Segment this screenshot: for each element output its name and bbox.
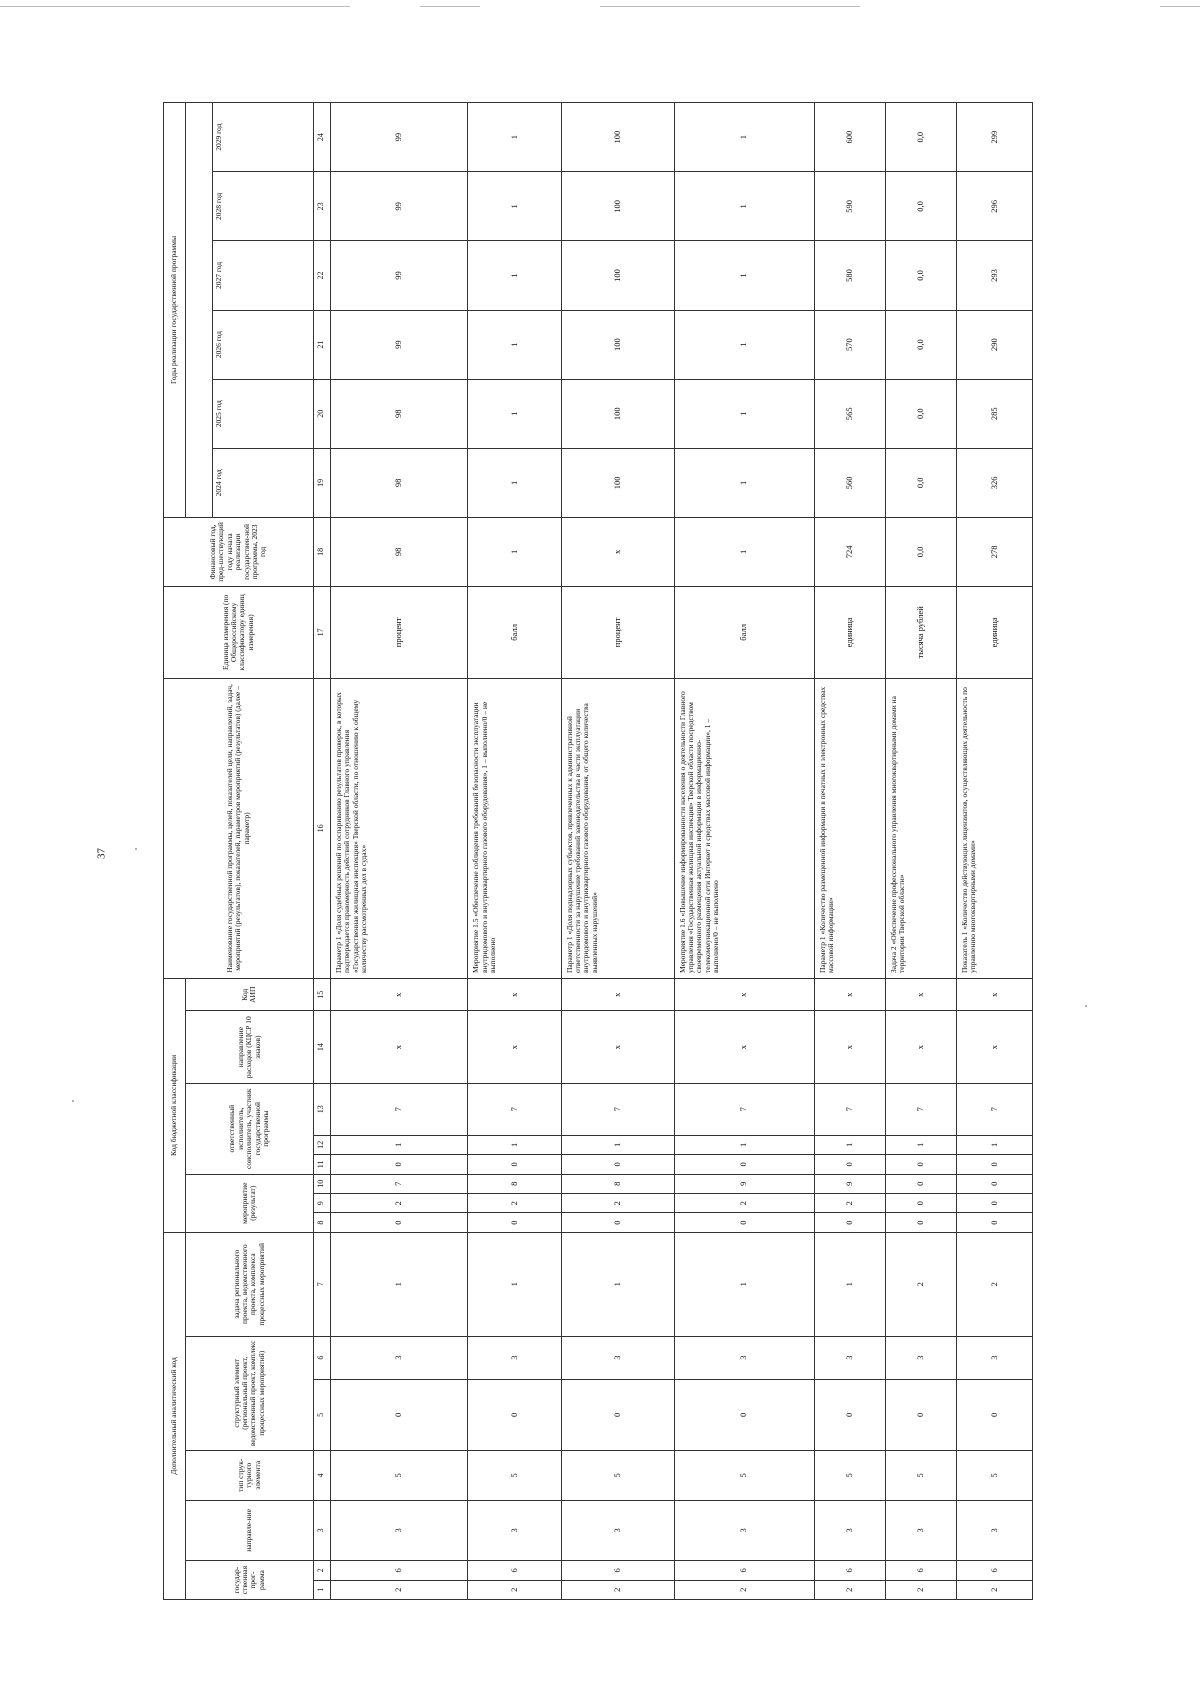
code-cell: 3	[956, 1500, 1032, 1560]
scan-speck	[135, 848, 137, 850]
fin-year-value: 1	[674, 517, 814, 586]
column-number: 2	[313, 1561, 330, 1580]
column-number: 8	[313, 1213, 330, 1232]
code-cell: 1	[814, 1135, 885, 1154]
column-number: 4	[313, 1450, 330, 1500]
table-row	[330, 103, 467, 1600]
code-cell: 0	[330, 1155, 467, 1174]
header-aip: Код АИП	[186, 979, 314, 1012]
code-cell: х	[674, 979, 814, 1012]
year-value: 99	[330, 310, 467, 379]
code-cell: 7	[561, 1083, 674, 1135]
year-value: 1	[674, 448, 814, 517]
code-cell: 5	[468, 1450, 561, 1500]
column-number: 22	[313, 241, 330, 310]
code-cell: 2	[956, 1232, 1032, 1336]
header-year: 2029 год	[213, 103, 314, 172]
code-cell: 7	[330, 1174, 467, 1193]
code-cell: 0	[885, 1379, 956, 1450]
code-cell: 6	[330, 1561, 467, 1580]
code-cell: 1	[674, 1232, 814, 1336]
column-number: 23	[313, 172, 330, 241]
column-number: 6	[313, 1336, 330, 1379]
code-cell: 1	[674, 1135, 814, 1154]
year-value: 293	[956, 241, 1032, 310]
year-value: 590	[814, 172, 885, 241]
column-number: 19	[313, 448, 330, 517]
scan-edge-line	[600, 6, 860, 7]
code-cell: х	[674, 1011, 814, 1083]
table-body	[330, 103, 1032, 1600]
column-number: 3	[313, 1500, 330, 1560]
table-header	[164, 103, 331, 1600]
code-cell: 0	[330, 1379, 467, 1450]
year-value: 100	[561, 448, 674, 517]
code-cell: х	[814, 1011, 885, 1083]
code-cell: 3	[674, 1336, 814, 1379]
code-cell: 2	[330, 1580, 467, 1599]
year-value: 98	[330, 379, 467, 448]
header-year: 2024 год	[213, 448, 314, 517]
year-value: 99	[330, 103, 467, 172]
row-name: Показатель 1 «Количество действующих лицензиатов, осуществляющих деятельность по управлению многоквартирными домами»	[956, 678, 1032, 978]
year-value: 326	[956, 448, 1032, 517]
code-cell: 3	[814, 1336, 885, 1379]
row-name: Параметр 1 «Количество размещенной информации в печатных и электронных средствах массовой информации»	[814, 678, 885, 978]
code-cell: 3	[885, 1500, 956, 1560]
code-cell: х	[814, 979, 885, 1012]
year-value: 570	[814, 310, 885, 379]
fin-year-value: 0,0	[885, 517, 956, 586]
code-cell: 8	[561, 1174, 674, 1193]
year-value: 1	[468, 103, 561, 172]
row-name: Мероприятие 1.6 «Повышение информированности населения о деятельности Главного управления «Государственная жилищная инспекция» Тверской области посредством своевременного размещения актуальной информации в информационно-телекоммуникационной сети Интернет и средствах массовой информации», 1 – выполнено/0 – не выполнено	[674, 678, 814, 978]
year-value: 100	[561, 241, 674, 310]
fin-year-value: 1	[468, 517, 561, 586]
code-cell: 5	[561, 1450, 674, 1500]
header-expense: направление расходов (КЦСР 10 знаков)	[186, 1011, 314, 1083]
code-cell: х	[468, 1011, 561, 1083]
year-value: 0,0	[885, 172, 956, 241]
year-value: 1	[468, 379, 561, 448]
year-value: 1	[468, 310, 561, 379]
code-cell: 1	[814, 1232, 885, 1336]
scan-edge-line	[1160, 6, 1200, 7]
code-cell: 0	[885, 1155, 956, 1174]
row-name: Задача 2 «Обеспечение профессионального управления многоквартирными домами на территории Тверской области»	[885, 678, 956, 978]
code-cell: 2	[561, 1580, 674, 1599]
table-row	[956, 103, 1032, 1600]
code-cell: 3	[330, 1500, 467, 1560]
code-cell: 3	[468, 1500, 561, 1560]
code-cell: 2	[674, 1580, 814, 1599]
unit-cell: единица	[814, 586, 885, 678]
unit-cell: балл	[674, 586, 814, 678]
year-value: 600	[814, 103, 885, 172]
row-name: Параметр 1 «Доля поднадзорных субъектов, привлеченных к административной ответственности за нарушение требований законодательства в части эксплуатации внутридомового и внутриквартирного газового оборудования, от общего количества выявленных нарушений»	[561, 678, 674, 978]
year-value: 299	[956, 103, 1032, 172]
code-cell: 6	[561, 1561, 674, 1580]
unit-cell: балл	[468, 586, 561, 678]
year-value: 0,0	[885, 103, 956, 172]
column-number: 11	[313, 1155, 330, 1174]
header-executor: ответственный исполнитель, соисполнитель, участник государственной программы	[186, 1083, 314, 1174]
code-cell: 0	[468, 1379, 561, 1450]
code-cell: х	[561, 979, 674, 1012]
header-group-years: Годы реализации государственной программы	[164, 103, 186, 518]
code-cell: 2	[561, 1193, 674, 1212]
code-cell: 6	[468, 1561, 561, 1580]
column-number: 12	[313, 1135, 330, 1154]
code-cell: 0	[956, 1213, 1032, 1232]
code-cell: х	[330, 979, 467, 1012]
code-cell: 0	[468, 1155, 561, 1174]
year-value: 100	[561, 379, 674, 448]
header-year: 2026 год	[213, 310, 314, 379]
year-value: 560	[814, 448, 885, 517]
code-cell: 2	[468, 1580, 561, 1599]
code-cell: 0	[561, 1213, 674, 1232]
code-cell: 1	[468, 1135, 561, 1154]
year-value: 565	[814, 379, 885, 448]
rotated-table-wrapper	[163, 102, 1033, 1600]
code-cell: 3	[468, 1336, 561, 1379]
header-task: задача регионального проекта, ведомственного проекта, комплекса процессных мероприятий	[186, 1232, 314, 1336]
code-cell: 3	[956, 1336, 1032, 1379]
header-group-additional-code: Дополнительный аналитический код	[164, 1232, 186, 1599]
code-cell: 1	[561, 1135, 674, 1154]
code-cell: 5	[885, 1450, 956, 1500]
scan-edge-line	[0, 6, 350, 7]
code-cell: х	[885, 979, 956, 1012]
year-value: 99	[330, 241, 467, 310]
code-cell: 0	[561, 1379, 674, 1450]
column-number: 13	[313, 1083, 330, 1135]
code-cell: 0	[956, 1155, 1032, 1174]
code-cell: 7	[956, 1083, 1032, 1135]
code-cell: 7	[885, 1083, 956, 1135]
code-cell: 2	[885, 1232, 956, 1336]
year-value: 0,0	[885, 241, 956, 310]
unit-cell: процент	[330, 586, 467, 678]
year-value: 1	[674, 172, 814, 241]
row-name: Мероприятие 1.5 «Обеспечение соблюдения требований безопасности эксплуатации внутридомового и внутриквартирного газового оборудования», 1 – выполнено/0 – не выполнено	[468, 678, 561, 978]
table-row	[468, 103, 561, 1600]
year-value: 99	[330, 172, 467, 241]
code-cell: 6	[885, 1561, 956, 1580]
program-indicators-table	[163, 102, 1033, 1600]
code-cell: 1	[330, 1232, 467, 1336]
code-cell: 9	[814, 1174, 885, 1193]
header-name: Наименование государственной программы, целей, показателей цели, направлений, задач, мероприятий (результатов), показателей, параметров мероприятий (результатов) (далее – параметр)	[164, 678, 314, 978]
header-measure: мероприятие (результат)	[186, 1174, 314, 1232]
code-cell: 7	[330, 1083, 467, 1135]
column-number: 14	[313, 1011, 330, 1083]
header-year: 2025 год	[213, 379, 314, 448]
year-value: 0,0	[885, 310, 956, 379]
year-value: 580	[814, 241, 885, 310]
code-cell: 0	[561, 1155, 674, 1174]
year-value: 285	[956, 379, 1032, 448]
code-cell: 5	[330, 1450, 467, 1500]
code-cell: 1	[468, 1232, 561, 1336]
code-cell: 0	[885, 1213, 956, 1232]
code-cell: 2	[814, 1193, 885, 1212]
fin-year-value: 724	[814, 517, 885, 586]
fin-year-value: х	[561, 517, 674, 586]
unit-cell: тысяча рублей	[885, 586, 956, 678]
year-value: 100	[561, 172, 674, 241]
code-cell: 2	[330, 1193, 467, 1212]
code-cell: 2	[885, 1580, 956, 1599]
header-struct-type: тип струк-турного элемента	[186, 1450, 314, 1500]
year-value: 98	[330, 448, 467, 517]
header-struct-element: структурный элемент (региональный проект, ведомственный проект, комплекс процессных мероприятий)	[186, 1336, 314, 1450]
code-cell: 3	[814, 1500, 885, 1560]
code-cell: 8	[468, 1174, 561, 1193]
code-cell: 0	[814, 1379, 885, 1450]
code-cell: 0	[814, 1155, 885, 1174]
table-row	[814, 103, 885, 1600]
column-number: 10	[313, 1174, 330, 1193]
column-number: 16	[313, 678, 330, 978]
code-cell: 5	[956, 1450, 1032, 1500]
code-cell: 0	[956, 1174, 1032, 1193]
header-years-empty	[186, 103, 213, 518]
header-year: 2027 год	[213, 241, 314, 310]
header-direction: направле-ние	[186, 1500, 314, 1560]
year-value: 0,0	[885, 379, 956, 448]
column-number: 17	[313, 586, 330, 678]
column-number: 5	[313, 1379, 330, 1450]
year-value: 1	[674, 310, 814, 379]
scan-speck	[72, 1100, 74, 1102]
header-unit: Единица измерения (по Общероссийскому классификатору единиц измерения)	[164, 586, 314, 678]
page-number: 37	[95, 848, 108, 859]
header-fin-year: Финансовый год, пред-шествующий году начала реализации государствен-ной программы, 2023 год	[164, 517, 314, 586]
code-cell: 3	[885, 1336, 956, 1379]
code-cell: 0	[674, 1213, 814, 1232]
code-cell: 9	[674, 1174, 814, 1193]
column-number-row	[313, 103, 330, 1600]
code-cell: 3	[330, 1336, 467, 1379]
table-row	[885, 103, 956, 1600]
code-cell: 5	[674, 1450, 814, 1500]
column-number: 9	[313, 1193, 330, 1212]
code-cell: 0	[814, 1213, 885, 1232]
code-cell: 1	[885, 1135, 956, 1154]
code-cell: 1	[330, 1135, 467, 1154]
year-value: 1	[468, 448, 561, 517]
code-cell: х	[561, 1011, 674, 1083]
code-cell: 2	[814, 1580, 885, 1599]
code-cell: 0	[885, 1174, 956, 1193]
code-cell: 2	[956, 1580, 1032, 1599]
unit-cell: процент	[561, 586, 674, 678]
code-cell: х	[956, 979, 1032, 1012]
code-cell: 0	[674, 1155, 814, 1174]
code-cell: х	[885, 1011, 956, 1083]
year-value: 296	[956, 172, 1032, 241]
code-cell: 0	[956, 1193, 1032, 1212]
code-cell: 3	[561, 1336, 674, 1379]
unit-cell: единица	[956, 586, 1032, 678]
year-value: 1	[674, 379, 814, 448]
code-cell: 2	[468, 1193, 561, 1212]
header-program: государ-ственная прог-рамма	[186, 1561, 314, 1600]
code-cell: 6	[956, 1561, 1032, 1580]
column-number: 7	[313, 1232, 330, 1336]
code-cell: 1	[956, 1135, 1032, 1154]
code-cell: 7	[814, 1083, 885, 1135]
table-row	[674, 103, 814, 1600]
code-cell: 3	[674, 1500, 814, 1560]
code-cell: 1	[561, 1232, 674, 1336]
year-value: 1	[468, 172, 561, 241]
column-number: 15	[313, 979, 330, 1012]
fin-year-value: 278	[956, 517, 1032, 586]
header-group-budget-code: Код бюджетной классификации	[164, 979, 186, 1233]
column-number: 21	[313, 310, 330, 379]
code-cell: х	[330, 1011, 467, 1083]
year-value: 100	[561, 310, 674, 379]
code-cell: х	[956, 1011, 1032, 1083]
code-cell: 6	[674, 1561, 814, 1580]
code-cell: 7	[468, 1083, 561, 1135]
header-year: 2028 год	[213, 172, 314, 241]
row-name: Параметр 1 «Доля судебных решений по оспариванию результатов проверок, в которых подтверждается правомерность действий сотрудников Главного управления «Государственная жилищная инспекция» Тверской области, по отношению к общему количеству рассмотренных дел в судах»	[330, 678, 467, 978]
code-cell: 0	[674, 1379, 814, 1450]
column-number: 1	[313, 1580, 330, 1599]
year-value: 290	[956, 310, 1032, 379]
code-cell: 7	[674, 1083, 814, 1135]
scan-edge-line	[420, 6, 480, 7]
year-value: 0,0	[885, 448, 956, 517]
code-cell: 5	[814, 1450, 885, 1500]
year-value: 1	[674, 103, 814, 172]
code-cell: 0	[330, 1213, 467, 1232]
code-cell: 0	[885, 1193, 956, 1212]
column-number: 24	[313, 103, 330, 172]
code-cell: 3	[561, 1500, 674, 1560]
year-value: 1	[468, 241, 561, 310]
column-number: 20	[313, 379, 330, 448]
code-cell: 0	[956, 1379, 1032, 1450]
column-number: 18	[313, 517, 330, 586]
scan-speck	[1085, 1005, 1087, 1007]
year-value: 100	[561, 103, 674, 172]
code-cell: 0	[468, 1213, 561, 1232]
code-cell: х	[468, 979, 561, 1012]
table-row	[561, 103, 674, 1600]
year-value: 1	[674, 241, 814, 310]
code-cell: 2	[674, 1193, 814, 1212]
fin-year-value: 98	[330, 517, 467, 586]
code-cell: 6	[814, 1561, 885, 1580]
